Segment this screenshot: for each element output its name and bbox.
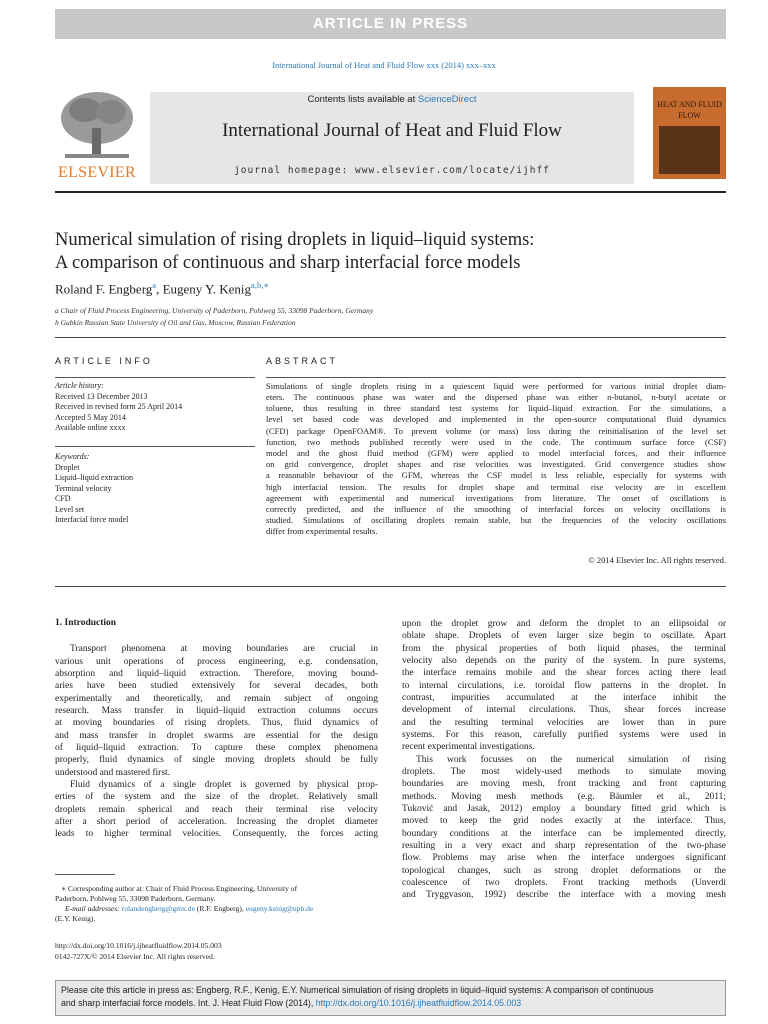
corresponding-author-note: ∗ Corresponding author at: Chair of Fluid Process Engineering, University of Paderborn, Pohlweg 55, 33098 Paderborn, Germany. E-mail addresses: rolandengberg@gmx.de (R.F. Engberg), eugeny.kenig@upb.de (E.Y. Kenig). [55, 884, 314, 923]
author-engberg: Roland F. Engberg [55, 281, 153, 297]
contents-list-line: Contents lists available at ScienceDirect [307, 94, 477, 105]
journal-homepage[interactable]: journal homepage: www.elsevier.com/locate/ijhff [234, 165, 550, 176]
cite-doi-link[interactable]: http://dx.doi.org/10.1016/j.ijheatfluidflow.2014.05.003 [315, 998, 522, 1008]
copyright: © 2014 Elsevier Inc. All rights reserved. [588, 555, 726, 565]
cover-title: HEAT AND FLUID FLOW [657, 100, 722, 120]
footnote-rule [55, 874, 115, 875]
title-line-2: A comparison of continuous and sharp interfacial force models [55, 253, 521, 273]
info-rule [55, 377, 255, 378]
header-rule [55, 191, 726, 193]
keywords-rule [55, 446, 255, 447]
keywords-list: Keywords: Droplet Liquid–liquid extraction Terminal velocity CFD Level set Interfacial force model [55, 452, 133, 524]
email-kenig-link[interactable]: eugeny.kenig@upb.de [245, 904, 314, 913]
affiliation-a: a Chair of Fluid Process Engineering, University of Paderborn, Pohlweg 55, 33098 Paderborn, Germany [55, 306, 374, 315]
abstract-end-rule [55, 586, 726, 587]
issn-line: 0142-727X/© 2014 Elsevier Inc. All rights reserved. [55, 952, 215, 961]
abstract-rule [266, 377, 726, 378]
article-history: Article history: Received 13 December 2013 Received in revised form 25 April 2014 Accepted 5 May 2014 Available online xxxx [55, 381, 183, 432]
author-engberg-affil[interactable]: a [152, 280, 157, 290]
sciencedirect-link[interactable]: ScienceDirect [417, 94, 477, 105]
cite-this-article-text: Please cite this article in press as: Engberg, R.F., Kenig, E.Y. Numerical simulation of rising droplets in liquid–liquid systems: A comparison of continuous and sharp interfacial force models. Int. J. Heat Fluid Flow (2014), http://dx.doi.org/10.1016/j.ijheatfluidflow.2014.05.003 [61, 985, 654, 1008]
journal-title: International Journal of Heat and Fluid Flow [222, 120, 562, 141]
journal-citation-link[interactable]: International Journal of Heat and Fluid Flow xxx (2014) xxx–xxx [272, 60, 496, 70]
author-kenig: Eugeny Y. Kenig [162, 281, 252, 297]
affiliation-b: b Gubkin Russian State University of Oil and Gas, Moscow, Russian Federation [55, 318, 296, 327]
title-line-1: Numerical simulation of rising droplets in liquid–liquid systems: [55, 230, 535, 250]
doi-link[interactable]: http://dx.doi.org/10.1016/j.ijheatfluidflow.2014.05.003 [55, 941, 222, 950]
meta-rule [55, 337, 726, 338]
cover-artwork [659, 126, 720, 174]
article-in-press-banner: ARTICLE IN PRESS [55, 9, 726, 39]
email-engberg-link[interactable]: rolandengberg@gmx.de [121, 904, 195, 913]
article-info-heading: ARTICLE INFO [55, 356, 153, 366]
abstract-heading: ABSTRACT [266, 356, 339, 366]
author-list: Roland F. Engberg$^a$, Eugeny Y. Kenig$^{a,b,∗}$ [55, 280, 270, 297]
elsevier-wordmark: ELSEVIER [58, 164, 136, 181]
section-heading-introduction: 1. Introduction [55, 618, 117, 628]
article-title [55, 229, 726, 275]
author-kenig-affil[interactable]: a,b,∗ [251, 280, 270, 290]
